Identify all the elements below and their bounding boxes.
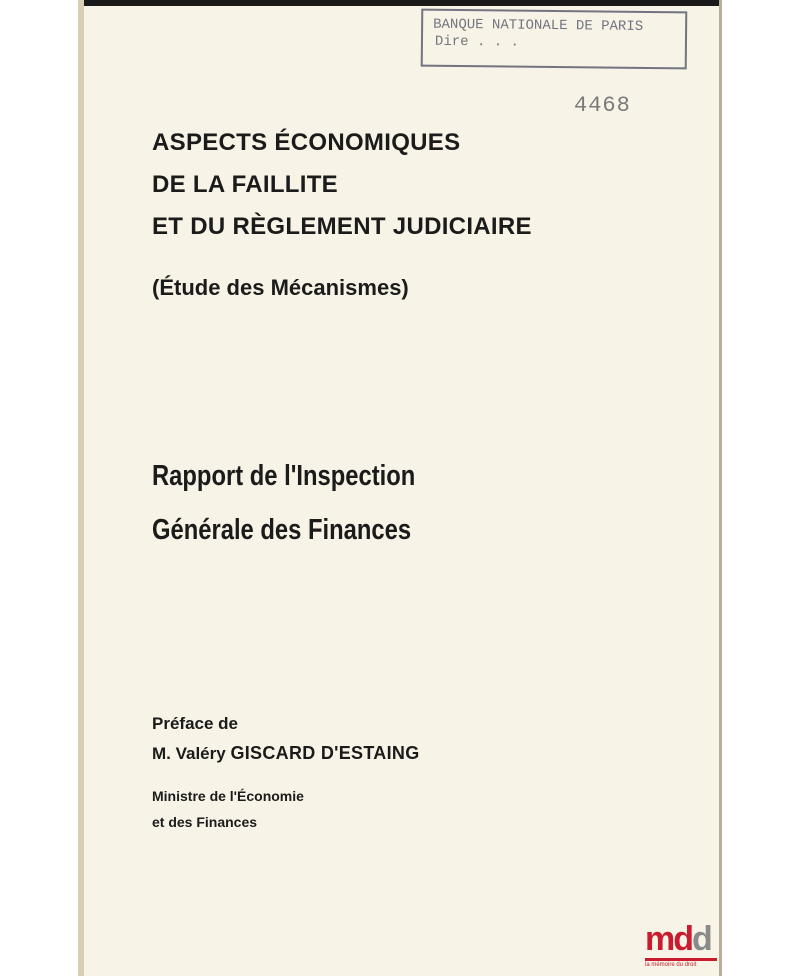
preface-role xyxy=(152,783,304,835)
mdd-logo[interactable] xyxy=(645,922,720,968)
logo-letters xyxy=(645,922,720,956)
stamp-line-2: Dire . . . xyxy=(434,33,520,51)
logo-bar xyxy=(645,958,717,961)
preface-author-name: GISCARD D'ESTAING xyxy=(230,743,420,763)
page-top-edge xyxy=(84,0,719,6)
title-line-2: DE LA FAILLITE xyxy=(152,171,338,198)
title-line-3: ET DU RÈGLEMENT JUDICIAIRE xyxy=(152,213,532,240)
report-line-1: Rapport de l'Inspection xyxy=(152,460,416,492)
preface-role-line-2: et des Finances xyxy=(152,814,258,830)
stamp-line-1: BANQUE NATIONALE DE PARIS xyxy=(433,16,644,35)
logo-tagline: la mémoire du droit xyxy=(645,962,697,968)
preface-label: Préface de xyxy=(152,714,238,733)
logo-letter-m: m xyxy=(645,920,674,958)
book-subtitle: (Étude des Mécanismes) xyxy=(152,275,409,300)
library-stamp xyxy=(421,9,688,70)
report-heading xyxy=(152,449,415,557)
logo-letter-d2: d xyxy=(692,920,711,958)
catalog-number: 4468 xyxy=(574,93,631,118)
preface-author xyxy=(152,743,420,764)
preface-author-prefix: M. Valéry xyxy=(152,744,231,763)
report-line-2: Générale des Finances xyxy=(152,514,412,546)
logo-letter-d1: d xyxy=(673,920,693,958)
title-line-1: ASPECTS ÉCONOMIQUES xyxy=(152,129,461,156)
book-title xyxy=(152,122,532,248)
preface-role-line-1: Ministre de l'Économie xyxy=(152,788,304,804)
